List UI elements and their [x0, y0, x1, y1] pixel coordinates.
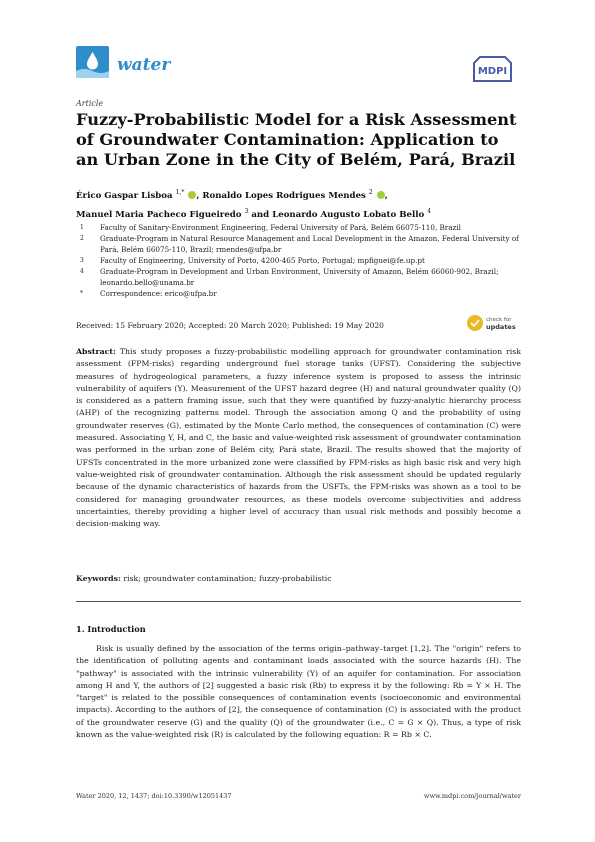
affiliation-number: 3	[80, 257, 84, 264]
author-affiliation-sup: 2	[368, 189, 373, 196]
author-affiliation-sup: 4	[427, 207, 432, 215]
affiliation-text: Graduate-Program in Development and Urban Environment, University of Amazon, Belém 66060-902, Brazil; leonardo.bello@unama.br	[100, 267, 499, 287]
introduction-paragraph: Risk is usually defined by the association of the terms origin–pathway–target [1,2]. The "origin" refers to the identification of polluting agents and contaminant loads associated with the source hazards (H). The "pathway" is associated with the intrinsic vulnerability (Y) of an aquifer for contamination. For association among H and Y, the authors of [2] suggested a basic risk (Rb) to express it by the following: Rb = Y × H. The "target" is related to the possible consequences of contamination events (socioeconomic and environmental impacts). According to the authors of [2], the consequence of contamination (C) is associated with the product of the groundwater reserve (G) and the quality (Q) of the groundwater (i.e., C = G × Q). Thus, a type of risk known as the value-weighted risk (R) is calculated by the following equation: R = Rb × C.	[76, 644, 521, 740]
footer-url[interactable]: www.mdpi.com/journal/water	[423, 792, 521, 800]
affiliation-item	[76, 233, 521, 255]
affiliation-item	[76, 255, 521, 266]
publication-dates: Received: 15 February 2020; Accepted: 20 March 2020; Published: 19 May 2020	[76, 321, 384, 330]
keywords-label: Keywords:	[76, 574, 121, 583]
mdpi-logo-text: MDPI	[477, 66, 508, 77]
affiliation-item	[76, 266, 521, 288]
affiliation-number: 1	[80, 224, 84, 231]
check-updates-icon	[467, 315, 483, 331]
and-word: and	[251, 209, 270, 220]
check-for-updates-badge[interactable]	[466, 312, 516, 334]
abstract-text: This study proposes a fuzzy-probabilistic modelling approach for groundwater contamination risk assessment (FPM-risks) regarding underground fuel storage tanks (UFST). Considering the subjective measures of hydrogeological parameters, a fuzzy inference system is proposed to assess the intrinsic vulnerability of aquifers (Y). Measurement of the UFST hazard degree (H) and natural groundwater quality (Q) is considered as a pattern framing issue, such that they were quantified by fuzzy-analytic hierarchy process (AHP) of the recognizing patterns model. Through the association among Q and the probability of using groundwater reserves (G), estimated by the Monte Carlo method, the consequences of contamination (C) were measured. Associating Y, H, and C, the basic and value-weighted risk assessment of groundwater contamination was performed in the urban zone of Belém city, Pará state, Brazil. The results showed that the majority of UFSTs concentrated in the more urbanized zone were classified by FPM-risks as high basic risk and very high value-weighted risk of groundwater contamination. Although the risk assessment should be updated regularly because of the dynamic characteristics of hazards from the USFTs, the FPM-risks was shown as a tool to be considered for managing groundwater resources, as these models overcome subjectivities and address uncertainties, thereby providing a higher level of accuracy than usual risk methods and possibly become a decision-making way.	[76, 347, 521, 529]
affiliation-number: 4	[80, 268, 84, 275]
affiliation-text: Faculty of Sanitary-Environment Engineering, Federal University of Pará, Belém 66075-110, Brazil	[100, 223, 461, 232]
paper-title: Fuzzy-Probabilistic Model for a Risk Assessment of Groundwater Contamination: Application to an Urban Zone in the City of Belém, Pará, Brazil	[76, 110, 517, 169]
orcid-icon[interactable]	[188, 191, 196, 199]
affiliation-text: Faculty of Engineering, University of Porto, 4200-465 Porto, Portugal; mpfiguei@fe.up.pt	[100, 256, 425, 265]
mdpi-logo[interactable]	[472, 55, 513, 83]
check-updates-line2: updates	[486, 323, 516, 331]
footer-citation[interactable]: Water 2020, 12, 1437; doi:10.3390/w12051437	[76, 792, 232, 800]
author-name[interactable]: Leonardo Augusto Lobato Bello	[272, 209, 425, 220]
affiliation-text: Graduate-Program in Natural Resource Management and Local Development in the Amazon, Federal University of Pará, Belém 66075-110, Brazil; rmendes@ufpa.br	[100, 234, 519, 254]
journal-name[interactable]: water	[117, 55, 171, 75]
check-updates-line1: check for	[486, 317, 512, 323]
author-name[interactable]: Ronaldo Lopes Rodrigues Mendes	[202, 190, 366, 201]
journal-logo-icon	[76, 46, 109, 78]
section-divider	[76, 601, 521, 602]
section-heading: 1. Introduction	[76, 624, 146, 634]
correspondence-text: Correspondence: erico@ufpa.br	[100, 289, 217, 298]
orcid-icon[interactable]	[377, 191, 385, 199]
affiliation-item	[76, 222, 521, 233]
author-list: Érico Gaspar Lisboa $^{1,*}$ , Ronaldo Lopes Rodrigues Mendes $^2$ , Manuel Maria Pacheco Figueiredo $^3$ and Leonardo Augusto Lobato Bello $^4$	[76, 189, 432, 220]
keywords	[76, 574, 521, 583]
author-name[interactable]: Érico Gaspar Lisboa	[76, 190, 173, 201]
abstract	[76, 346, 521, 530]
author-affiliation-sup: 1,*	[175, 189, 185, 196]
affiliation-item	[76, 288, 521, 299]
author-name[interactable]: Manuel Maria Pacheco Figueiredo	[76, 209, 242, 220]
abstract-label: Abstract:	[76, 347, 116, 356]
affiliation-number: *	[80, 290, 83, 297]
affiliation-list	[76, 222, 521, 299]
keywords-text: risk; groundwater contamination; fuzzy-probabilistic	[123, 574, 332, 583]
affiliation-number: 2	[80, 235, 84, 242]
article-type: Article	[76, 99, 104, 108]
author-affiliation-sup: 3	[244, 207, 249, 215]
